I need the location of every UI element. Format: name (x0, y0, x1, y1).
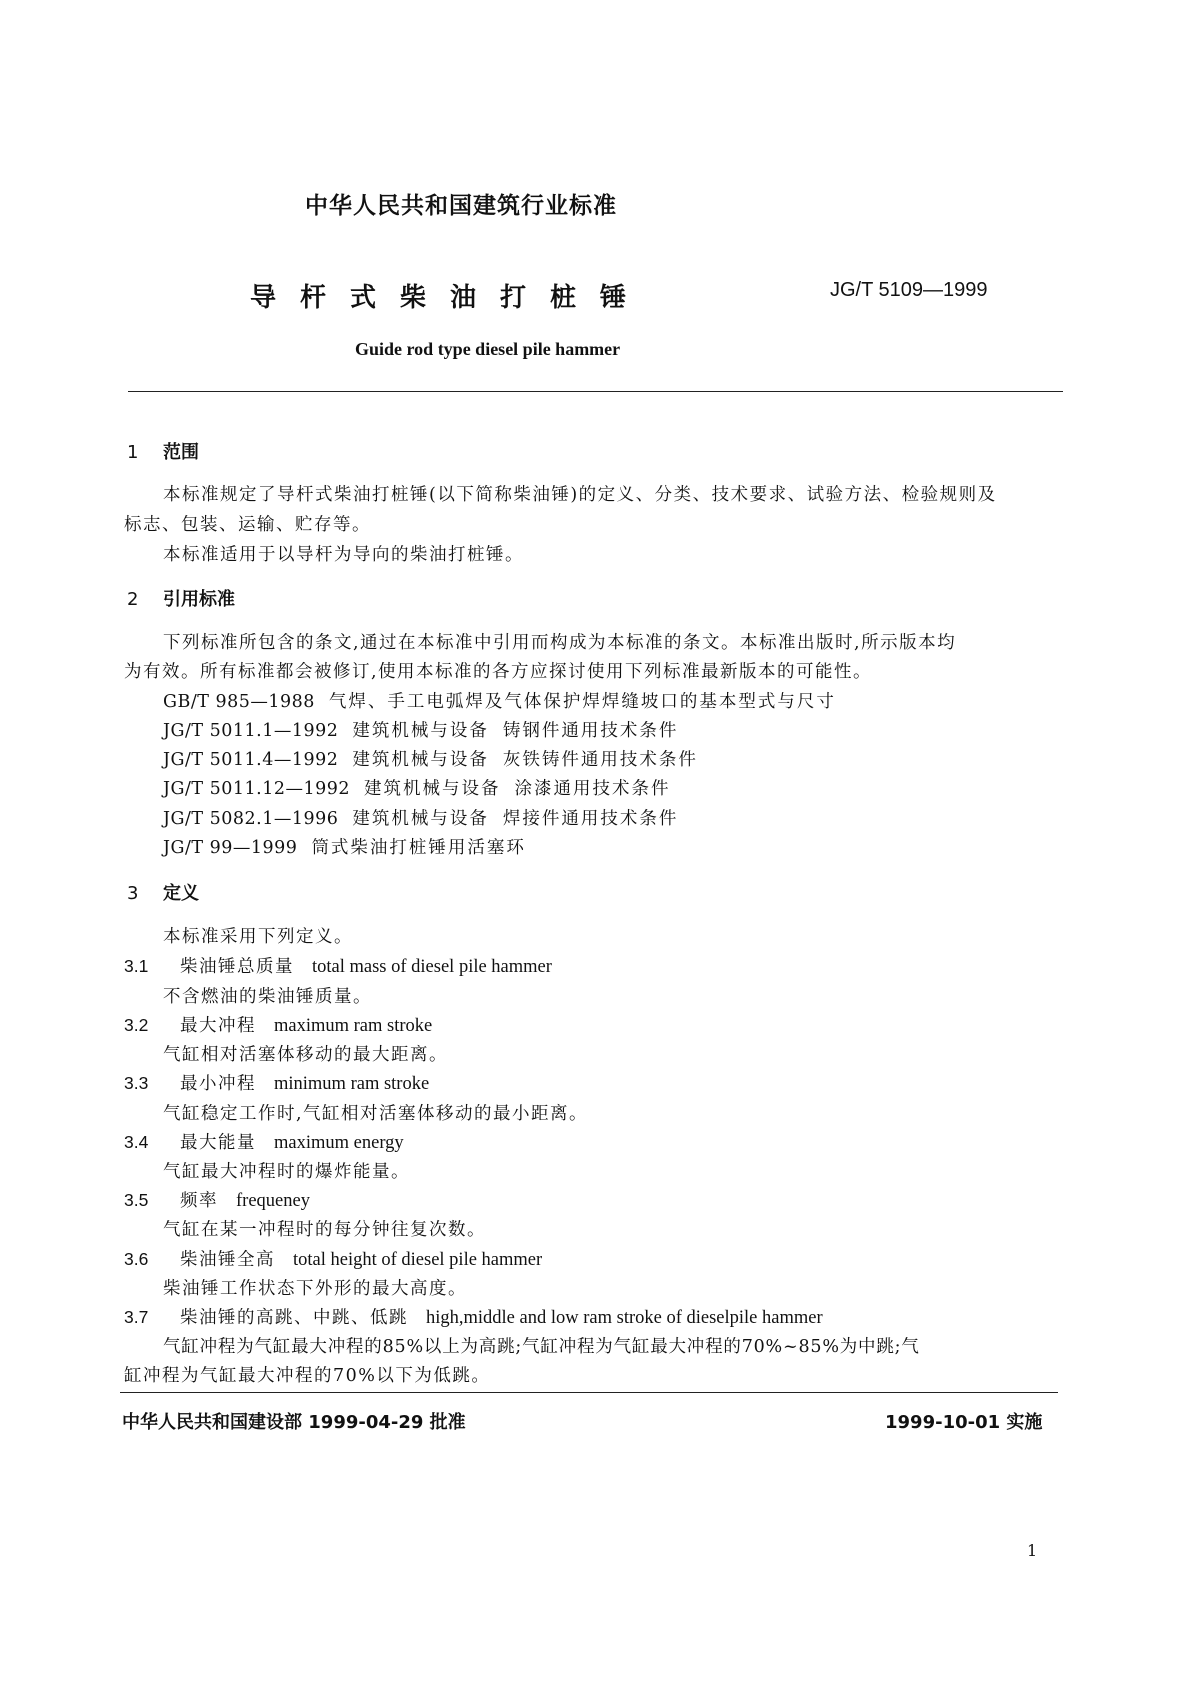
reference-title: 建筑机械与设备 (352, 750, 489, 770)
paragraph: 本标准适用于以导杆为导向的柴油打桩锤。 (163, 545, 524, 565)
term-english: high,middle and low ram stroke of dieselpile hammer (426, 1308, 823, 1328)
clause-number: 3.7 (124, 1307, 149, 1327)
effective-date: 1999-10-01 实施 (885, 1412, 1043, 1433)
document-title-english: Guide rod type diesel pile hammer (355, 339, 621, 359)
clause-number: 3.6 (124, 1249, 149, 1269)
section-title: 范围 (163, 442, 199, 463)
paragraph: 为有效。所有标准都会被修订,使用本标准的各方应探讨使用下列标准最新版本的可能性。 (124, 662, 873, 682)
reference-item (163, 746, 698, 771)
clause-number: 3.2 (124, 1015, 149, 1035)
definition-term (124, 953, 552, 978)
section-2-heading (127, 585, 235, 611)
definition-text: 气缸在某一冲程时的每分钟往复次数。 (163, 1220, 486, 1240)
paragraph: 本标准规定了导杆式柴油打桩锤(以下简称柴油锤)的定义、分类、技术要求、试验方法、检验规则及 (163, 485, 997, 505)
reference-title: 气焊、手工电弧焊及气体保护焊焊缝坡口的基本型式与尺寸 (328, 692, 836, 712)
term-chinese: 最大能量 (180, 1133, 256, 1153)
definition-text: 柴油锤工作状态下外形的最大高度。 (163, 1279, 467, 1299)
reference-subtitle: 涂漆通用技术条件 (514, 779, 671, 799)
paragraph: 标志、包装、运输、贮存等。 (124, 515, 371, 535)
definition-term (124, 1187, 310, 1212)
approval-line: 中华人民共和国建设部 1999-04-29 批准 (122, 1412, 466, 1433)
clause-number: 3.4 (124, 1132, 149, 1152)
reference-code: GB/T 985—1988 (163, 692, 315, 712)
reference-item (163, 688, 836, 713)
term-english: total mass of diesel pile hammer (312, 957, 552, 977)
standard-code: JG/T 5109—1999 (830, 279, 988, 301)
term-english: total height of diesel pile hammer (293, 1250, 543, 1270)
reference-subtitle: 焊接件通用技术条件 (502, 809, 679, 829)
header-rule (128, 391, 1063, 392)
reference-title: 建筑机械与设备 (352, 809, 489, 829)
reference-title: 建筑机械与设备 (352, 721, 489, 741)
term-chinese: 柴油锤总质量 (180, 957, 294, 977)
definition-text: 气缸稳定工作时,气缸相对活塞体移动的最小距离。 (163, 1104, 589, 1124)
term-english: minimum ram stroke (274, 1074, 430, 1094)
section-number: 3 (127, 883, 139, 904)
term-chinese: 最小冲程 (180, 1074, 256, 1094)
term-english: maximum energy (274, 1133, 404, 1153)
term-english: frequeney (236, 1191, 310, 1211)
footer-rule (120, 1392, 1058, 1393)
reference-code: JG/T 99—1999 (163, 838, 298, 858)
section-title: 定义 (163, 883, 199, 904)
clause-number: 3.3 (124, 1073, 149, 1093)
reference-subtitle: 铸钢件通用技术条件 (502, 721, 679, 741)
reference-title: 筒式柴油打桩锤用活塞环 (311, 838, 526, 858)
section-1-heading (127, 438, 199, 464)
reference-title: 建筑机械与设备 (364, 779, 501, 799)
definition-term (124, 1304, 823, 1329)
definition-text: 不含燃油的柴油锤质量。 (163, 987, 372, 1007)
reference-item (163, 717, 678, 742)
term-chinese: 频率 (180, 1191, 218, 1211)
definition-text: 缸冲程为气缸最大冲程的70%以下为低跳。 (124, 1366, 491, 1386)
reference-code: JG/T 5011.4—1992 (163, 750, 339, 770)
reference-item (163, 834, 526, 859)
paragraph: 下列标准所包含的条文,通过在本标准中引用而构成为本标准的条文。本标准出版时,所示版本均 (163, 633, 957, 653)
reference-code: JG/T 5011.12—1992 (163, 779, 351, 799)
definition-text: 气缸冲程为气缸最大冲程的85%以上为高跳;气缸冲程为气缸最大冲程的70%~85%为中跳;气 (163, 1337, 920, 1357)
section-number: 2 (127, 589, 139, 610)
paragraph: 本标准采用下列定义。 (163, 927, 353, 947)
clause-number: 3.5 (124, 1190, 149, 1210)
clause-number: 3.1 (124, 956, 149, 976)
reference-item (163, 805, 678, 830)
term-chinese: 柴油锤的高跳、中跳、低跳 (180, 1308, 408, 1328)
reference-item (163, 775, 671, 800)
definition-term (124, 1129, 404, 1154)
term-chinese: 最大冲程 (180, 1016, 256, 1036)
page-number: 1 (1027, 1541, 1038, 1560)
section-number: 1 (127, 442, 139, 463)
reference-subtitle: 灰铁铸件通用技术条件 (502, 750, 698, 770)
reference-code: JG/T 5082.1—1996 (163, 809, 339, 829)
document-title: 导杆式柴油打桩锤 (250, 283, 651, 313)
section-title: 引用标准 (163, 589, 235, 610)
term-chinese: 柴油锤全高 (180, 1250, 275, 1270)
section-3-heading (127, 879, 199, 905)
definition-text: 气缸最大冲程时的爆炸能量。 (163, 1162, 410, 1182)
definition-term (124, 1012, 432, 1037)
definition-term (124, 1070, 429, 1095)
term-english: maximum ram stroke (274, 1016, 433, 1036)
definition-term (124, 1246, 542, 1271)
reference-code: JG/T 5011.1—1992 (163, 721, 339, 741)
issuing-organization: 中华人民共和国建筑行业标准 (305, 193, 617, 219)
definition-text: 气缸相对活塞体移动的最大距离。 (163, 1045, 448, 1065)
